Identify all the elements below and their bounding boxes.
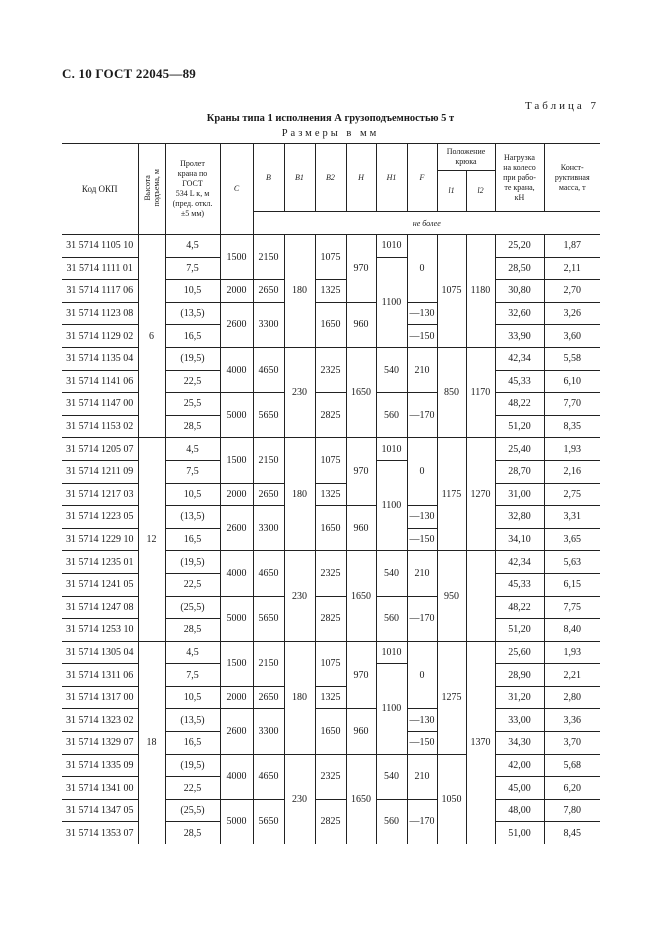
- load-cell: 34,10: [495, 528, 544, 551]
- span-cell: 28,5: [165, 619, 220, 642]
- mass-cell: 2,11: [544, 257, 600, 280]
- code-cell: 31 5714 1147 00: [62, 393, 138, 416]
- mass-cell: 6,20: [544, 777, 600, 800]
- code-cell: 31 5714 1323 02: [62, 709, 138, 732]
- header-code: Код ОКП: [62, 144, 138, 235]
- b-cell: 5650: [253, 393, 284, 438]
- mass-cell: 5,63: [544, 551, 600, 574]
- c-cell: 5000: [220, 393, 253, 438]
- span-cell: (19,5): [165, 551, 220, 574]
- h1-cell: 540: [376, 347, 407, 392]
- mass-cell: 2,16: [544, 460, 600, 483]
- code-cell: 31 5714 1135 04: [62, 347, 138, 370]
- b2-cell: 2325: [315, 754, 346, 799]
- code-cell: 31 5714 1247 08: [62, 596, 138, 619]
- code-cell: 31 5714 1353 07: [62, 822, 138, 844]
- header-l1: l1: [437, 171, 466, 212]
- span-cell: 28,5: [165, 822, 220, 844]
- l1-cell: 850: [437, 347, 466, 437]
- f-cell: —150: [407, 528, 437, 551]
- header-h1: H1: [376, 144, 407, 212]
- span-cell: 22,5: [165, 370, 220, 393]
- mass-cell: 2,70: [544, 280, 600, 303]
- h-cell: 970: [346, 235, 376, 303]
- load-cell: 28,50: [495, 257, 544, 280]
- span-cell: 16,5: [165, 325, 220, 348]
- code-cell: 31 5714 1335 09: [62, 754, 138, 777]
- mass-cell: 2,21: [544, 664, 600, 687]
- code-cell: 31 5714 1217 03: [62, 483, 138, 506]
- b-cell: 2150: [253, 438, 284, 483]
- mass-cell: 8,45: [544, 822, 600, 844]
- mass-cell: 3,31: [544, 506, 600, 529]
- load-cell: 25,20: [495, 235, 544, 258]
- code-cell: 31 5714 1211 09: [62, 460, 138, 483]
- f-cell: —170: [407, 799, 437, 844]
- f-cell: —130: [407, 302, 437, 325]
- mass-cell: 7,80: [544, 799, 600, 822]
- span-cell: 22,5: [165, 777, 220, 800]
- b2-cell: 1075: [315, 235, 346, 280]
- b1-cell: 230: [284, 551, 315, 641]
- load-cell: 25,40: [495, 438, 544, 461]
- load-cell: 30,80: [495, 280, 544, 303]
- c-cell: 5000: [220, 799, 253, 844]
- table-row: [62, 438, 600, 461]
- code-cell: 31 5714 1341 00: [62, 777, 138, 800]
- l2-cell: [466, 551, 495, 641]
- l2-cell: 1170: [466, 347, 495, 437]
- h-cell: 970: [346, 641, 376, 709]
- b2-cell: 1075: [315, 438, 346, 483]
- code-cell: 31 5714 1153 02: [62, 415, 138, 438]
- mass-cell: 1,93: [544, 641, 600, 664]
- h1-cell: 1100: [376, 257, 407, 347]
- h-cell: 1650: [346, 347, 376, 437]
- load-cell: 48,00: [495, 799, 544, 822]
- h-cell: 960: [346, 709, 376, 754]
- mass-cell: 7,70: [544, 393, 600, 416]
- b1-cell: 230: [284, 754, 315, 844]
- page-header: С. 10 ГОСТ 22045—89: [62, 66, 196, 81]
- load-cell: 45,33: [495, 573, 544, 596]
- code-cell: 31 5714 1329 07: [62, 732, 138, 755]
- mass-cell: 3,36: [544, 709, 600, 732]
- f-cell: —130: [407, 709, 437, 732]
- span-cell: (19,5): [165, 347, 220, 370]
- l2-cell: 1270: [466, 438, 495, 551]
- b1-cell: 180: [284, 641, 315, 754]
- load-cell: 48,22: [495, 596, 544, 619]
- code-cell: 31 5714 1129 02: [62, 325, 138, 348]
- mass-cell: 8,40: [544, 619, 600, 642]
- h1-cell: 540: [376, 551, 407, 596]
- b-cell: 4650: [253, 754, 284, 799]
- b-cell: 3300: [253, 302, 284, 347]
- span-cell: 22,5: [165, 573, 220, 596]
- f-cell: 210: [407, 551, 437, 596]
- mass-cell: 3,65: [544, 528, 600, 551]
- code-cell: 31 5714 1235 01: [62, 551, 138, 574]
- mass-cell: 7,75: [544, 596, 600, 619]
- header-not-more: не более: [253, 212, 600, 235]
- header-mass: Конст- руктивная масса, т: [544, 144, 600, 212]
- h-cell: 1650: [346, 551, 376, 641]
- load-cell: 31,20: [495, 686, 544, 709]
- header-wheel-load: Нагрузка на колесо при рабо- те крана, кН: [495, 144, 544, 212]
- c-cell: 4000: [220, 347, 253, 392]
- code-cell: 31 5714 1223 05: [62, 506, 138, 529]
- f-cell: 0: [407, 641, 437, 709]
- l1-cell: 1175: [437, 438, 466, 551]
- b2-cell: 1650: [315, 709, 346, 754]
- b2-cell: 2825: [315, 596, 346, 641]
- code-cell: 31 5714 1117 06: [62, 280, 138, 303]
- header-f: F: [407, 144, 437, 212]
- code-cell: 31 5714 1123 08: [62, 302, 138, 325]
- load-cell: 42,00: [495, 754, 544, 777]
- b2-cell: 2825: [315, 799, 346, 844]
- c-cell: 1500: [220, 641, 253, 686]
- f-cell: —130: [407, 506, 437, 529]
- span-cell: (19,5): [165, 754, 220, 777]
- code-cell: 31 5714 1141 06: [62, 370, 138, 393]
- load-cell: 34,30: [495, 732, 544, 755]
- b-cell: 2650: [253, 280, 284, 303]
- c-cell: 2000: [220, 483, 253, 506]
- header-height: Высота подъема, м: [138, 144, 165, 235]
- b-cell: 2150: [253, 641, 284, 686]
- b-cell: 4650: [253, 551, 284, 596]
- height-cell: 18: [138, 641, 165, 844]
- height-cell: 6: [138, 235, 165, 438]
- header-b1: B1: [284, 144, 315, 212]
- span-cell: 4,5: [165, 235, 220, 258]
- span-cell: (13,5): [165, 709, 220, 732]
- code-cell: 31 5714 1305 04: [62, 641, 138, 664]
- h1-cell: 560: [376, 799, 407, 844]
- code-cell: 31 5714 1111 01: [62, 257, 138, 280]
- b-cell: 3300: [253, 506, 284, 551]
- load-cell: 48,22: [495, 393, 544, 416]
- h-cell: 970: [346, 438, 376, 506]
- f-cell: 210: [407, 347, 437, 392]
- span-cell: 7,5: [165, 664, 220, 687]
- b2-cell: 2325: [315, 551, 346, 596]
- mass-cell: 6,10: [544, 370, 600, 393]
- mass-cell: 2,75: [544, 483, 600, 506]
- c-cell: 4000: [220, 754, 253, 799]
- load-cell: 51,00: [495, 822, 544, 844]
- h-cell: 1650: [346, 754, 376, 844]
- f-cell: —150: [407, 325, 437, 348]
- b1-cell: 230: [284, 347, 315, 437]
- span-cell: 25,5: [165, 393, 220, 416]
- table-title: Краны типа 1 исполнения А грузоподъемностью 5 т: [206, 113, 455, 124]
- c-cell: 4000: [220, 551, 253, 596]
- mass-cell: 6,15: [544, 573, 600, 596]
- mass-cell: 2,80: [544, 686, 600, 709]
- b1-cell: 180: [284, 235, 315, 348]
- table-body: [62, 235, 600, 845]
- mass-cell: 3,26: [544, 302, 600, 325]
- span-cell: (25,5): [165, 596, 220, 619]
- b-cell: 3300: [253, 709, 284, 754]
- h1-cell: 560: [376, 393, 407, 438]
- b2-cell: 1650: [315, 506, 346, 551]
- c-cell: 5000: [220, 596, 253, 641]
- b2-cell: 1325: [315, 280, 346, 303]
- load-cell: 42,34: [495, 347, 544, 370]
- code-cell: 31 5714 1241 05: [62, 573, 138, 596]
- b-cell: 2150: [253, 235, 284, 280]
- mass-cell: 5,68: [544, 754, 600, 777]
- code-cell: 31 5714 1253 10: [62, 619, 138, 642]
- h-cell: 960: [346, 302, 376, 347]
- h1-cell: 540: [376, 754, 407, 799]
- mass-cell: 5,58: [544, 347, 600, 370]
- c-cell: 2600: [220, 506, 253, 551]
- load-cell: 32,80: [495, 506, 544, 529]
- l1-cell: 950: [437, 551, 466, 641]
- c-cell: 2600: [220, 302, 253, 347]
- b-cell: 5650: [253, 799, 284, 844]
- height-cell: 12: [138, 438, 165, 641]
- mass-cell: 8,35: [544, 415, 600, 438]
- span-cell: 7,5: [165, 460, 220, 483]
- code-cell: 31 5714 1311 06: [62, 664, 138, 687]
- l1-cell: 1275: [437, 641, 466, 754]
- span-cell: 10,5: [165, 686, 220, 709]
- b2-cell: 1325: [315, 686, 346, 709]
- h1-cell: 1010: [376, 438, 407, 461]
- header-l2: l2: [466, 171, 495, 212]
- table-label: Таблица 7: [524, 100, 599, 112]
- l1-cell: 1050: [437, 754, 466, 844]
- header-b: B: [253, 144, 284, 212]
- f-cell: —170: [407, 393, 437, 438]
- mass-cell: 3,70: [544, 732, 600, 755]
- load-cell: 51,20: [495, 619, 544, 642]
- f-cell: —150: [407, 732, 437, 755]
- code-cell: 31 5714 1105 10: [62, 235, 138, 258]
- load-cell: 42,34: [495, 551, 544, 574]
- table-subtitle: Размеры в мм: [281, 128, 380, 139]
- header-hook-position: Положение крюка: [437, 144, 495, 171]
- b-cell: 4650: [253, 347, 284, 392]
- h1-cell: 1100: [376, 460, 407, 550]
- b2-cell: 1325: [315, 483, 346, 506]
- c-cell: 2000: [220, 686, 253, 709]
- l2-cell: 1370: [466, 641, 495, 844]
- load-cell: 45,00: [495, 777, 544, 800]
- f-cell: 0: [407, 235, 437, 303]
- load-cell: 51,20: [495, 415, 544, 438]
- load-cell: 28,70: [495, 460, 544, 483]
- code-cell: 31 5714 1347 05: [62, 799, 138, 822]
- load-cell: 33,90: [495, 325, 544, 348]
- code-cell: 31 5714 1229 10: [62, 528, 138, 551]
- b2-cell: 1075: [315, 641, 346, 686]
- code-cell: 31 5714 1205 07: [62, 438, 138, 461]
- c-cell: 1500: [220, 235, 253, 280]
- h1-cell: 1010: [376, 641, 407, 664]
- f-cell: 0: [407, 438, 437, 506]
- h1-cell: 1010: [376, 235, 407, 258]
- l2-cell: 1180: [466, 235, 495, 348]
- load-cell: 25,60: [495, 641, 544, 664]
- load-cell: 32,60: [495, 302, 544, 325]
- f-cell: 210: [407, 754, 437, 799]
- load-cell: 33,00: [495, 709, 544, 732]
- header-h: H: [346, 144, 376, 212]
- b-cell: 2650: [253, 686, 284, 709]
- code-cell: 31 5714 1317 00: [62, 686, 138, 709]
- span-cell: (13,5): [165, 302, 220, 325]
- b2-cell: 2825: [315, 393, 346, 438]
- h1-cell: 560: [376, 596, 407, 641]
- span-cell: 7,5: [165, 257, 220, 280]
- h1-cell: 1100: [376, 664, 407, 754]
- l1-cell: 1075: [437, 235, 466, 348]
- header-c: C: [220, 144, 253, 235]
- table-row: [62, 235, 600, 258]
- b2-cell: 2325: [315, 347, 346, 392]
- load-cell: 45,33: [495, 370, 544, 393]
- header-b2: B2: [315, 144, 346, 212]
- span-cell: 4,5: [165, 641, 220, 664]
- c-cell: 2600: [220, 709, 253, 754]
- load-cell: 28,90: [495, 664, 544, 687]
- b-cell: 2650: [253, 483, 284, 506]
- span-cell: 4,5: [165, 438, 220, 461]
- load-cell: 31,00: [495, 483, 544, 506]
- header-span: Пролет крана по ГОСТ 534 L к, м (пред. откл. ±5 мм): [165, 144, 220, 235]
- b2-cell: 1650: [315, 302, 346, 347]
- c-cell: 2000: [220, 280, 253, 303]
- span-cell: 28,5: [165, 415, 220, 438]
- span-cell: 10,5: [165, 280, 220, 303]
- b-cell: 5650: [253, 596, 284, 641]
- c-cell: 1500: [220, 438, 253, 483]
- span-cell: (13,5): [165, 506, 220, 529]
- span-cell: 16,5: [165, 732, 220, 755]
- mass-cell: 1,93: [544, 438, 600, 461]
- span-cell: (25,5): [165, 799, 220, 822]
- table-row: [62, 641, 600, 664]
- mass-cell: 3,60: [544, 325, 600, 348]
- crane-table: [62, 143, 600, 844]
- h-cell: 960: [346, 506, 376, 551]
- span-cell: 10,5: [165, 483, 220, 506]
- mass-cell: 1,87: [544, 235, 600, 258]
- f-cell: —170: [407, 596, 437, 641]
- span-cell: 16,5: [165, 528, 220, 551]
- b1-cell: 180: [284, 438, 315, 551]
